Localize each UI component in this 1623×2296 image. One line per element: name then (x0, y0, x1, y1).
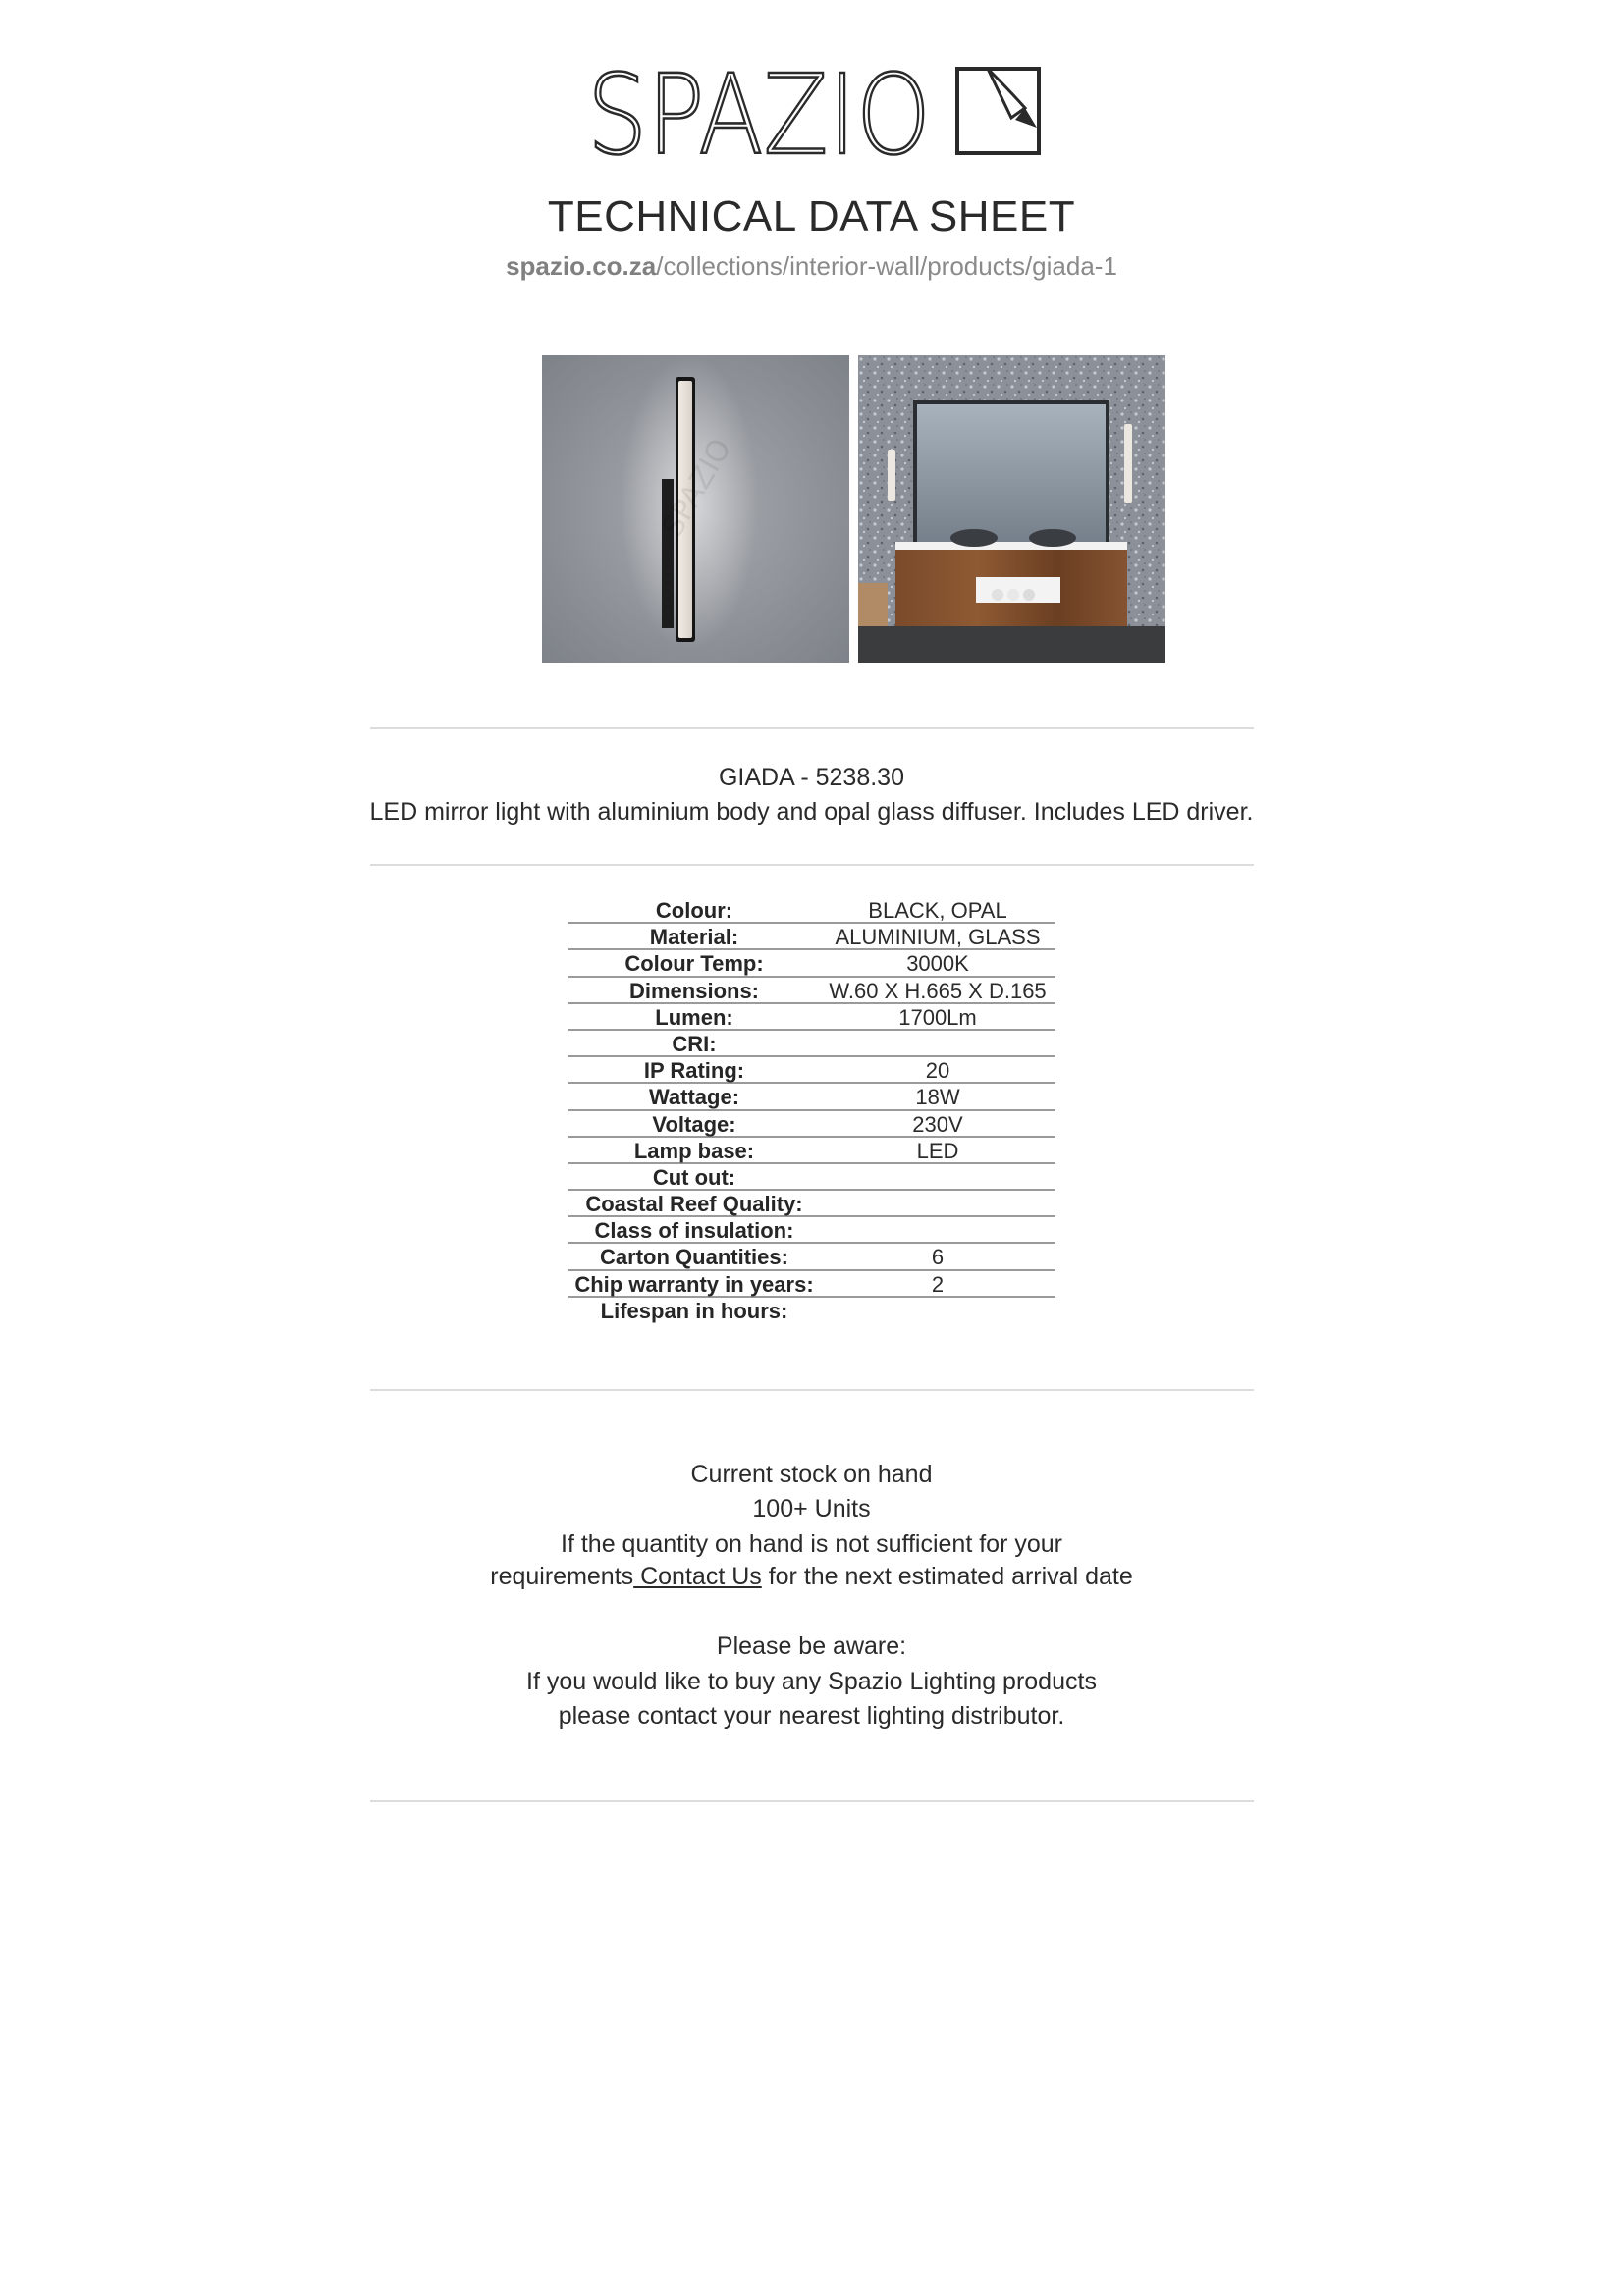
spec-label: Cut out: (652, 1164, 736, 1190)
stock-note-prefix: requirements (490, 1563, 634, 1590)
spec-value (820, 1217, 1055, 1242)
spec-row (568, 978, 1055, 1004)
divider (370, 1389, 1254, 1391)
spec-value: 6 (931, 1245, 945, 1270)
spec-row (568, 1057, 1055, 1084)
spec-value (820, 1164, 1055, 1189)
notice-line1: If you would like to buy any Spazio Lighting products (526, 1668, 1097, 1695)
spec-value: 3000K (906, 951, 969, 977)
spec-value: 18W (915, 1085, 960, 1110)
notice-line2: please contact your nearest lighting distributor. (558, 1702, 1065, 1730)
logo-mark-icon (957, 69, 1039, 153)
spec-row (568, 1111, 1055, 1138)
spec-row (568, 1217, 1055, 1244)
spec-label: Chip warranty in years: (574, 1271, 814, 1297)
spec-label: Coastal Reef Quality: (585, 1192, 803, 1217)
spec-value (820, 1031, 1055, 1055)
spec-label: Lifespan in hours: (600, 1298, 788, 1323)
spec-label: Class of insulation: (594, 1218, 794, 1244)
stock-note-line1: If the quantity on hand is not sufficient for your (561, 1530, 1062, 1558)
spec-label: Lumen: (655, 1004, 733, 1030)
spec-label: Colour: (655, 898, 733, 923)
logo-wordmark: SPAZIO (587, 61, 931, 159)
photo-watermark: SPAZIO (655, 433, 739, 543)
page-title: TECHNICAL DATA SHEET (547, 192, 1076, 240)
spec-row (568, 1138, 1055, 1164)
url-path: /collections/interior-wall/products/giada-1 (656, 251, 1117, 281)
spec-row (568, 924, 1055, 950)
product-name: GIADA - 5238.30 (718, 764, 904, 791)
spec-table (568, 897, 1055, 1324)
url-domain: spazio.co.za (506, 251, 657, 281)
spec-value: W.60 X H.665 X D.165 (829, 978, 1047, 1003)
spec-value (820, 1191, 1055, 1215)
spec-label: Dimensions: (628, 978, 760, 1003)
spec-row (568, 1004, 1055, 1031)
spec-row (568, 1191, 1055, 1217)
spec-value: ALUMINIUM, GLASS (835, 925, 1041, 950)
spec-row (568, 1244, 1055, 1270)
product-photo (542, 355, 849, 663)
spec-value (820, 1298, 1055, 1324)
stock-note-suffix: for the next estimated arrival date (761, 1563, 1133, 1590)
spec-label: Carton Quantities: (600, 1245, 788, 1270)
spec-label: Colour Temp: (624, 951, 764, 977)
spec-row (568, 1031, 1055, 1057)
spec-row (568, 1084, 1055, 1110)
notice-heading: Please be aware: (716, 1632, 907, 1660)
divider (370, 1800, 1254, 1802)
spec-row (568, 950, 1055, 977)
product-url[interactable] (0, 251, 1623, 282)
stock-units: 100+ Units (752, 1495, 871, 1522)
spec-label: Voltage: (652, 1111, 736, 1137)
divider (370, 864, 1254, 866)
spec-value: LED (916, 1138, 959, 1163)
spec-row (568, 1298, 1055, 1324)
product-description: LED mirror light with aluminium body and opal glass diffuser. Includes LED driver. (369, 798, 1254, 826)
spec-value: 230V (912, 1111, 963, 1137)
spazio-logo (587, 61, 1041, 159)
spec-label: IP Rating: (643, 1058, 745, 1084)
contact-us-link[interactable]: Contact Us (633, 1563, 762, 1590)
spec-value: 2 (931, 1271, 945, 1297)
divider (370, 727, 1254, 729)
spec-value: 1700Lm (898, 1004, 977, 1030)
spec-row (568, 1164, 1055, 1191)
spec-label: Lamp base: (633, 1138, 755, 1163)
spec-row (568, 897, 1055, 924)
stock-note-line2 (0, 1563, 1623, 1591)
spec-label: Material: (649, 925, 739, 950)
stock-heading: Current stock on hand (690, 1461, 933, 1488)
spec-row (568, 1271, 1055, 1298)
spec-value: 20 (925, 1058, 950, 1084)
spec-label: Wattage: (648, 1085, 740, 1110)
spec-label: CRI: (672, 1031, 717, 1056)
spec-value: BLACK, OPAL (868, 898, 1007, 923)
interior-photo (858, 355, 1165, 663)
